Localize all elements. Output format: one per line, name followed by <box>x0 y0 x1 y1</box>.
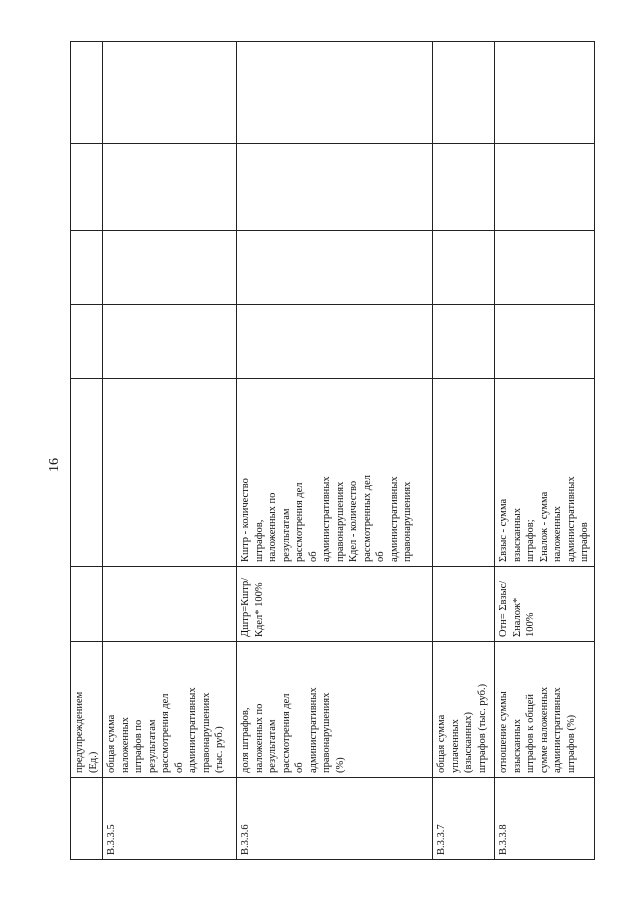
cell-name: общая сумма уплаченных (взысканных) штрафов (тыс. руб.) <box>433 642 495 778</box>
cell-empty <box>103 231 237 305</box>
cell-name: предупреждением (Ед.) <box>71 642 103 778</box>
cell-empty <box>495 42 595 144</box>
cell-formula <box>71 567 103 642</box>
cell-empty <box>433 231 495 305</box>
cell-code: В.3.3.8 <box>495 778 595 860</box>
cell-empty <box>71 144 103 231</box>
cell-code: В.3.3.7 <box>433 778 495 860</box>
page-number: 16 <box>47 458 62 472</box>
cell-empty <box>71 231 103 305</box>
table-row <box>103 42 237 860</box>
cell-empty <box>237 42 433 144</box>
cell-formula: Отн= Σвзыс/ Σналож* 100% <box>495 567 595 642</box>
cell-legend <box>71 379 103 567</box>
cell-empty <box>495 305 595 379</box>
cell-legend: Σвзыс - сумма взысканных штрафов; Σналож - сумма наложенных административных штрафов <box>495 379 595 567</box>
cell-empty <box>103 42 237 144</box>
cell-empty <box>237 231 433 305</box>
cell-formula <box>433 567 495 642</box>
rotated-table-container <box>70 42 590 860</box>
cell-empty <box>71 305 103 379</box>
cell-empty <box>103 305 237 379</box>
cell-formula <box>103 567 237 642</box>
cell-legend <box>103 379 237 567</box>
table-row <box>71 42 103 860</box>
cell-code: В.3.3.6 <box>237 778 433 860</box>
cell-empty <box>71 42 103 144</box>
indicators-table <box>70 41 595 860</box>
cell-empty <box>433 42 495 144</box>
table-row <box>237 42 433 860</box>
cell-name: отношение суммы взысканных штрафов к общей сумме наложенных административных штрафов (%) <box>495 642 595 778</box>
cell-empty <box>237 305 433 379</box>
cell-empty <box>433 305 495 379</box>
cell-empty <box>103 144 237 231</box>
cell-name: доля штрафов, наложенных по результатам рассмотрения дел об административных правонарушениях (%) <box>237 642 433 778</box>
cell-code <box>71 778 103 860</box>
cell-empty <box>495 231 595 305</box>
table-row <box>433 42 495 860</box>
cell-empty <box>237 144 433 231</box>
cell-name: общая сумма наложенных штрафов по результатам рассмотрения дел об административных правонарушениях (тыс. руб.) <box>103 642 237 778</box>
cell-legend: Кштр - количество штрафов, наложенных по результатам рассмотрения дел об административных правонарушениях Кдел - количество рассмотренных дел об административных правонарушениях <box>237 379 433 567</box>
cell-legend <box>433 379 495 567</box>
cell-empty <box>495 144 595 231</box>
table-row <box>495 42 595 860</box>
cell-formula: Дштр=Кштр/ Кдел* 100% <box>237 567 433 642</box>
cell-empty <box>433 144 495 231</box>
cell-code: В.3.3.5 <box>103 778 237 860</box>
